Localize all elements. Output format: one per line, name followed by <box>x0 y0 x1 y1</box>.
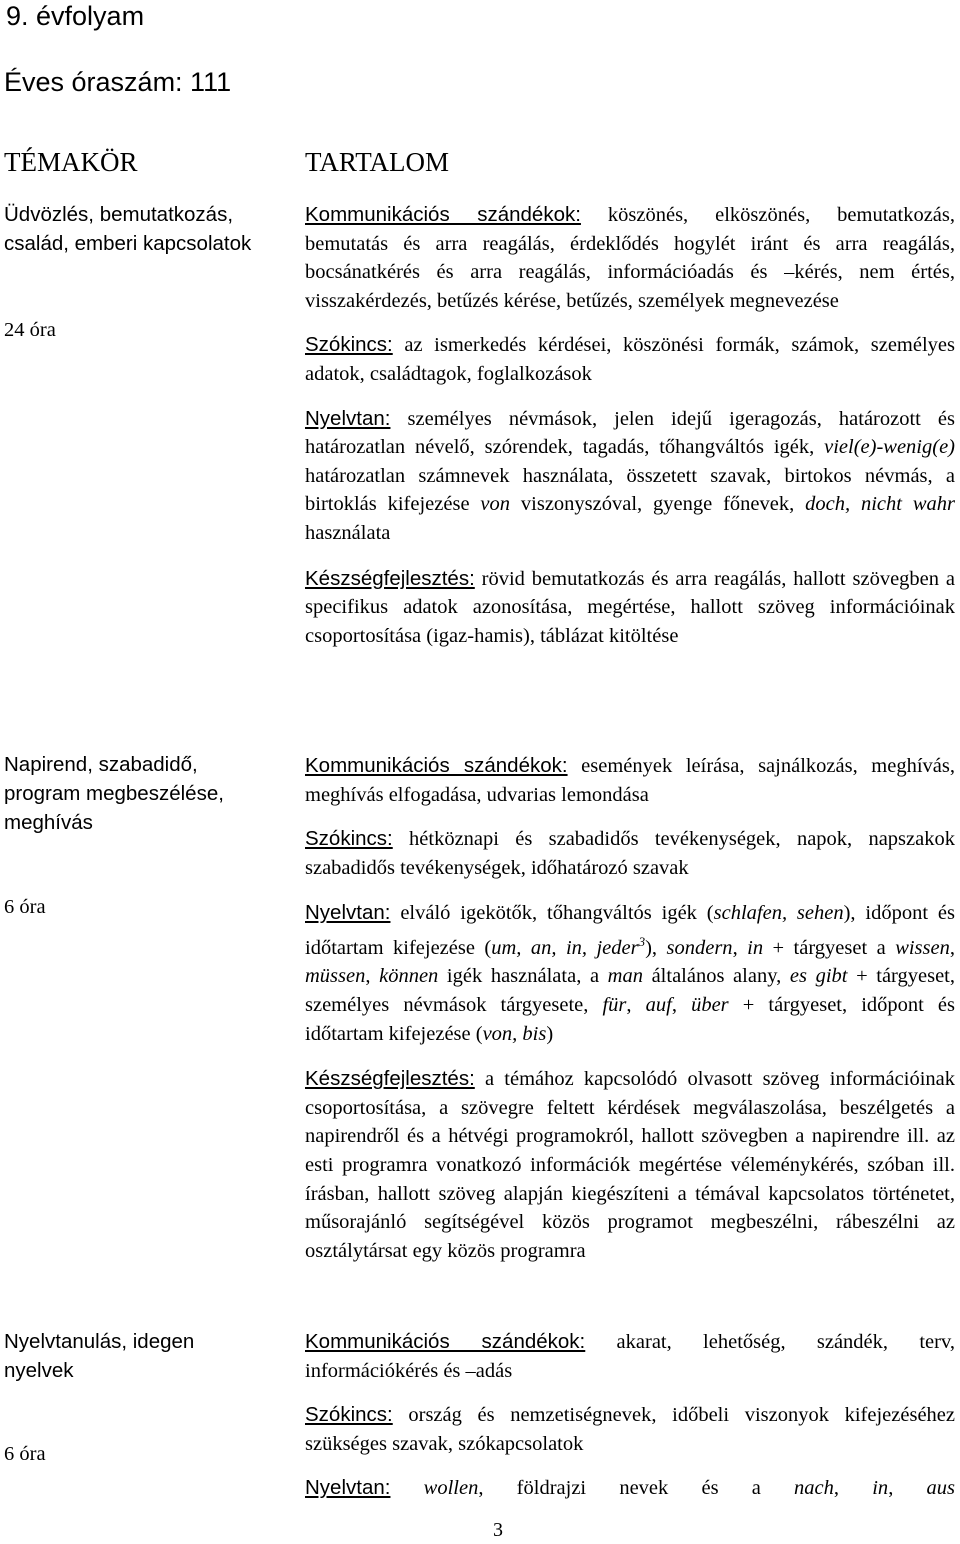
page-number: 3 <box>493 1519 503 1541</box>
content-section <box>305 752 955 1265</box>
italic-term: es gibt <box>789 965 848 988</box>
paragraph-label: Kommunikációs szándékok: <box>305 754 568 777</box>
paragraph-text: , <box>365 965 380 988</box>
italic-term: sondern <box>666 936 733 959</box>
content-paragraph <box>305 825 955 882</box>
paragraph-text: ), időpont és időtartam kifejezése ( <box>305 902 956 959</box>
paragraph-text: , <box>671 993 692 1016</box>
topic-title <box>4 1327 194 1385</box>
topic-hours: 6 óra <box>4 1443 46 1465</box>
italic-term: man <box>607 965 643 988</box>
paragraph-text: rövid bemutatkozás és arra reagálás, hallott szövegben a specifikus adatok azonosítása, megértése, hallott szöveg információinak csoportosítása (igaz-hamis), táblázat kitöltése <box>305 567 955 647</box>
paragraph-text <box>390 1477 423 1499</box>
content-paragraph <box>305 1328 955 1385</box>
paragraph-label: Szókincs: <box>305 333 393 357</box>
italic-term: doch, nicht wahr <box>805 493 955 516</box>
paragraph-label: Nyelvtan: <box>305 1476 391 1500</box>
paragraph-text: , <box>833 1477 873 1500</box>
content-section <box>305 1328 955 1503</box>
paragraph-label: Nyelvtan: <box>305 901 391 925</box>
paragraph-text: köszönés, elköszönés, bemutatkozás, bemutatás és arra reagálás, érdeklődés hogylét iránt és arra reagálás, bocsánatkérés és arra reagálás, információadás és –kérés, nem értés, visszakérdezés, betűzés kérése, betűzés, személyek megnevezése <box>305 204 956 312</box>
paragraph-text: , <box>626 993 646 1016</box>
italic-term: 3 <box>638 933 646 949</box>
paragraph-text: akarat, lehetőség, szándék, terv, információkérés és –adás <box>305 1331 955 1382</box>
paragraph-text: , földrajzi nevek és a <box>478 1477 795 1500</box>
italic-term: von <box>480 493 511 516</box>
paragraph-text: általános alany, <box>642 965 790 988</box>
italic-term: können <box>379 965 439 988</box>
italic-term: wollen <box>423 1477 479 1500</box>
content-section <box>305 201 955 650</box>
italic-term: in <box>747 936 764 959</box>
paragraph-text: , <box>732 936 748 959</box>
paragraph-text: határozatlan számnevek használata, összetett szavak, birtokos névmás, a birtoklás kifejezése <box>305 464 955 516</box>
paragraph-label: Nyelvtan: <box>305 406 391 430</box>
italic-term: um, an, in, jeder <box>491 936 639 959</box>
grade-heading: 9. évfolyam <box>6 1 145 31</box>
paragraph-text: , <box>949 936 955 959</box>
paragraph-text: események leírása, sajnálkozás, meghívás, meghívás elfogadása, udvarias lemondása <box>305 755 955 806</box>
topic-title-line: Nyelvtanulás, idegen <box>4 1330 195 1353</box>
topic-title-line: család, emberi kapcsolatok <box>4 232 252 255</box>
paragraph-text: a témához kapcsolódó olvasott szöveg információinak csoportosítása, a szövegre feltett kérdések megválaszolása, beszélgetés a napirendről és a hétvégi programokról, hallott szövegben a napirendre ill. az esti programra vonatkozó információk megértése véleménykérés, szóban ill. írásban, hallott szöveg alapján kiegészíteni a témával kapcsolatos történetet, műsorajánló segítségével közös programot megbeszélni, rábeszélni az osztálytársat egy közös programra <box>305 1068 955 1262</box>
italic-term: aus <box>926 1477 955 1500</box>
annual-hours: Éves óraszám: 111 <box>4 67 232 97</box>
topic-title-line: Üdvözlés, bemutatkozás, <box>4 203 234 226</box>
paragraph-text: az ismerkedés kérdései, köszönési formák, számok, személyes adatok, családtagok, foglalkozások <box>305 334 955 385</box>
paragraph-label: Készségfejlesztés: <box>305 566 475 590</box>
topic-title-line: Napirend, szabadidő, <box>4 753 198 776</box>
paragraph-text: ország és nemzetiségnevek, időbeli viszonyok kifejezéséhez szükséges szavak, szókapcsolatok <box>305 1404 955 1455</box>
italic-term: in <box>872 1477 889 1500</box>
paragraph-text: ), <box>645 936 667 959</box>
content-paragraph <box>305 1474 955 1503</box>
content-paragraph <box>305 1401 955 1458</box>
paragraph-label: Készségfejlesztés: <box>305 1067 475 1091</box>
italic-term: viel(e)-wenig(e) <box>824 436 955 459</box>
content-paragraph <box>305 201 955 315</box>
italic-term: von, bis <box>482 1022 547 1045</box>
paragraph-text: , <box>888 1477 927 1500</box>
content-paragraph <box>305 899 955 1048</box>
paragraph-text: + tárgyeset, személyes névmások tárgyesete, <box>305 965 956 1016</box>
paragraph-label: Szókincs: <box>305 827 393 851</box>
paragraph-label: Kommunikációs szándékok: <box>305 203 581 226</box>
italic-term: wissen <box>895 936 950 959</box>
italic-term: nach <box>794 1477 834 1500</box>
paragraph-label: Szókincs: <box>305 1403 393 1427</box>
paragraph-label: Kommunikációs szándékok: <box>305 1330 586 1353</box>
content-paragraph <box>305 565 955 651</box>
paragraph-text: személyes névmások, jelen idejű igeragozás, határozott és határozatlan névelő, szórendek, tagadás, tőhangváltós igék, <box>305 407 955 459</box>
content-paragraph <box>305 331 955 388</box>
content-paragraph <box>305 1065 955 1265</box>
topic-title-line: nyelvek <box>4 1359 74 1382</box>
paragraph-text: + tárgyeset a <box>763 936 896 959</box>
paragraph-text: viszonyszóval, gyenge főnevek, <box>510 493 806 516</box>
paragraph-text: hétköznapi és szabadidős tevékenységek, napok, napszakok szabadidős tevékenységek, időhatározó szavak <box>305 828 955 879</box>
topic-title <box>4 200 251 258</box>
topic-hours: 6 óra <box>4 896 46 918</box>
topic-title-line: meghívás <box>4 811 93 834</box>
italic-term: über <box>691 993 729 1016</box>
paragraph-text: + tárgyeset, időpont és időtartam kifejezése ( <box>305 993 956 1045</box>
topic-column-heading: TÉMAKÖR <box>4 147 138 177</box>
content-column-heading: TARTALOM <box>305 147 450 177</box>
paragraph-text: elváló igekötők, tőhangváltós igék ( <box>390 902 714 925</box>
italic-term: für <box>602 993 627 1016</box>
italic-term: müssen <box>305 965 366 988</box>
paragraph-text: ) <box>546 1022 554 1045</box>
italic-term: schlafen, sehen <box>713 902 844 925</box>
topic-title <box>4 750 224 837</box>
italic-term: auf <box>645 993 672 1016</box>
topic-hours: 24 óra <box>4 319 56 341</box>
paragraph-text: igék használata, a <box>438 965 608 988</box>
topic-title-line: program megbeszélése, <box>4 782 224 805</box>
content-paragraph <box>305 405 955 548</box>
paragraph-text: használata <box>305 521 391 544</box>
content-paragraph <box>305 752 955 809</box>
